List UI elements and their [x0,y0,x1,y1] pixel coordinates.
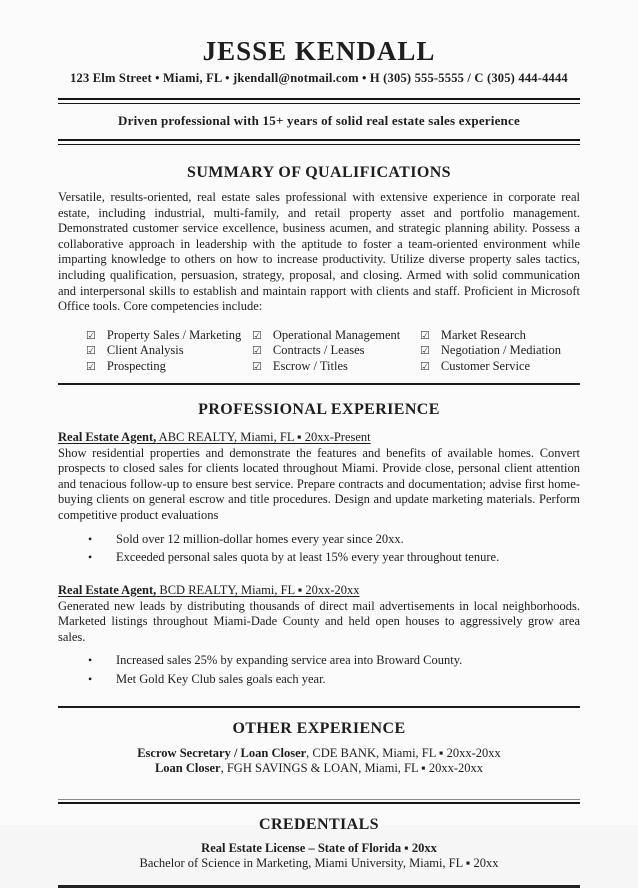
checked-checkbox-icon: ☑ [420,329,430,342]
competency-label: Client Analysis [106,343,184,358]
competency-item [252,359,420,375]
bullet-text: Exceeded personal sales quota by at least 15% every year throughout tenure. [116,550,500,564]
competency-label: Prospecting [106,358,166,373]
competency-column-2 [252,328,420,375]
resume-header [58,36,580,86]
job-bullet-list [88,653,580,687]
checked-checkbox-icon: ☑ [420,345,430,358]
bullet-item [88,550,580,566]
other-detail: , FGH SAVINGS & LOAN, Miami, FL ▪ 20xx-20xx [220,761,484,776]
other-experience-entry [58,746,580,761]
other-experience-list [58,746,580,776]
bullet-icon: • [88,653,93,668]
checked-checkbox-icon: ☑ [86,329,96,342]
checked-checkbox-icon: ☑ [252,329,262,342]
summary-heading: SUMMARY OF QUALIFICATIONS [187,164,451,181]
checked-checkbox-icon: ☑ [252,360,262,373]
competency-item [86,343,252,359]
job-description: Generated new leads by distributing thousands of direct mail advertisements in local neighborhoods. Marketed listings throughout Miami-Dade County and held open houses to aggressively grow area sales. [58,598,580,644]
competency-label: Property Sales / Marketing [106,327,242,342]
bullet-item [88,532,580,548]
competency-item [252,343,420,359]
contact-line: 123 Elm Street • Miami, FL • jkendall@notmail.com • H (305) 555-5555 / C (305) 444-4444 [70,71,568,85]
credentials-list [58,841,580,871]
checked-checkbox-icon: ☑ [86,360,96,373]
competency-column-3 [420,328,580,375]
tagline: Driven professional with 15+ years of solid real estate sales experience [118,113,520,128]
bullet-item [88,653,580,669]
competency-item [86,328,252,344]
competency-label: Customer Service [440,358,531,373]
competency-item [252,328,420,344]
competency-label: Contracts / Leases [272,343,365,358]
credentials-heading: CREDENTIALS [259,816,379,834]
bullet-item [88,672,580,688]
other-role: Loan Closer [154,761,221,776]
job-bullet-list [88,532,580,566]
other-experience-heading: OTHER EXPERIENCE [232,720,406,738]
credential-license: Real Estate License – State of Florida ▪ 20xx [201,841,437,856]
summary-paragraph: Versatile, results-oriented, real estate sales professional with extensive experience in corporate real estate, including industrial, multi-family, and retail property asset and portfolio management. Demonstrated customer service excellence, business acumen, and strategic planning ability. Possess a collaborative approach in leadership with the aptitude to foster a team-oriented environment while imparting knowledge to others on how to increase productivity. Utilize diverse property sales tactics, including qualification, persuasion, strategy, proposal, and closing. Armed with solid communication and interpersonal skills to establish and maintain rapport with clients and staff. Proficient in Microsoft Office tools. Core competencies include: [58,190,580,314]
job-entry-2 [58,583,580,688]
competency-label: Market Research [440,327,526,342]
job-title-line [58,583,580,598]
bullet-text: Sold over 12 million-dollar homes every year since 20xx. [116,531,404,546]
competency-label: Operational Management [272,327,401,342]
credentials-top-rule [58,799,580,804]
tagline-bottom-rule [58,139,580,145]
summary-divider-rule [58,383,580,385]
other-role: Escrow Secretary / Loan Closer [137,746,307,761]
competency-item [420,328,580,344]
competency-item [420,359,580,375]
bullet-icon: • [88,550,93,564]
bullet-icon: • [88,671,93,686]
job-org-dates: ABC REALTY, Miami, FL ▪ 20xx-Present [156,429,371,444]
job-description: Show residential properties and demonstrate the features and benefits of available homes. Convert prospects to closed sales for clients located throughout Miami. Provide close, personal client attention and tenacious follow-up to ensure best service. Prepare contracts and documentation; advise first home-buying clients on general escrow and title procedures. Design and update marketing materials. Perform competitive product evaluations [58,445,580,522]
job-title: Real Estate Agent, [58,429,157,444]
checked-checkbox-icon: ☑ [86,345,96,358]
competency-label: Negotiation / Mediation [440,343,561,358]
checked-checkbox-icon: ☑ [420,360,430,373]
bullet-text: Met Gold Key Club sales goals each year. [116,671,326,686]
competency-column-1 [86,328,252,375]
other-experience-entry [58,761,580,776]
bullet-icon: • [88,531,93,546]
job-title-line [58,430,580,445]
job-title: Real Estate Agent, [58,582,157,597]
credential-degree: Bachelor of Science in Marketing, Miami University, Miami, FL ▪ 20xx [139,856,499,871]
bullet-text: Increased sales 25% by expanding service area into Broward County. [116,653,463,668]
competency-label: Escrow / Titles [272,358,348,373]
job-entry-1 [58,430,580,566]
competency-item [420,343,580,359]
other-detail: , CDE BANK, Miami, FL ▪ 20xx-20xx [306,746,501,761]
competency-item [86,359,252,375]
experience-heading: PROFESSIONAL EXPERIENCE [198,400,440,418]
job-org-dates: BCD REALTY, Miami, FL ▪ 20xx-20xx [156,582,360,597]
checked-checkbox-icon: ☑ [252,345,262,358]
other-experience-top-rule [58,706,580,708]
competency-grid [86,328,580,375]
candidate-name: JESSE KENDALL [202,36,436,66]
